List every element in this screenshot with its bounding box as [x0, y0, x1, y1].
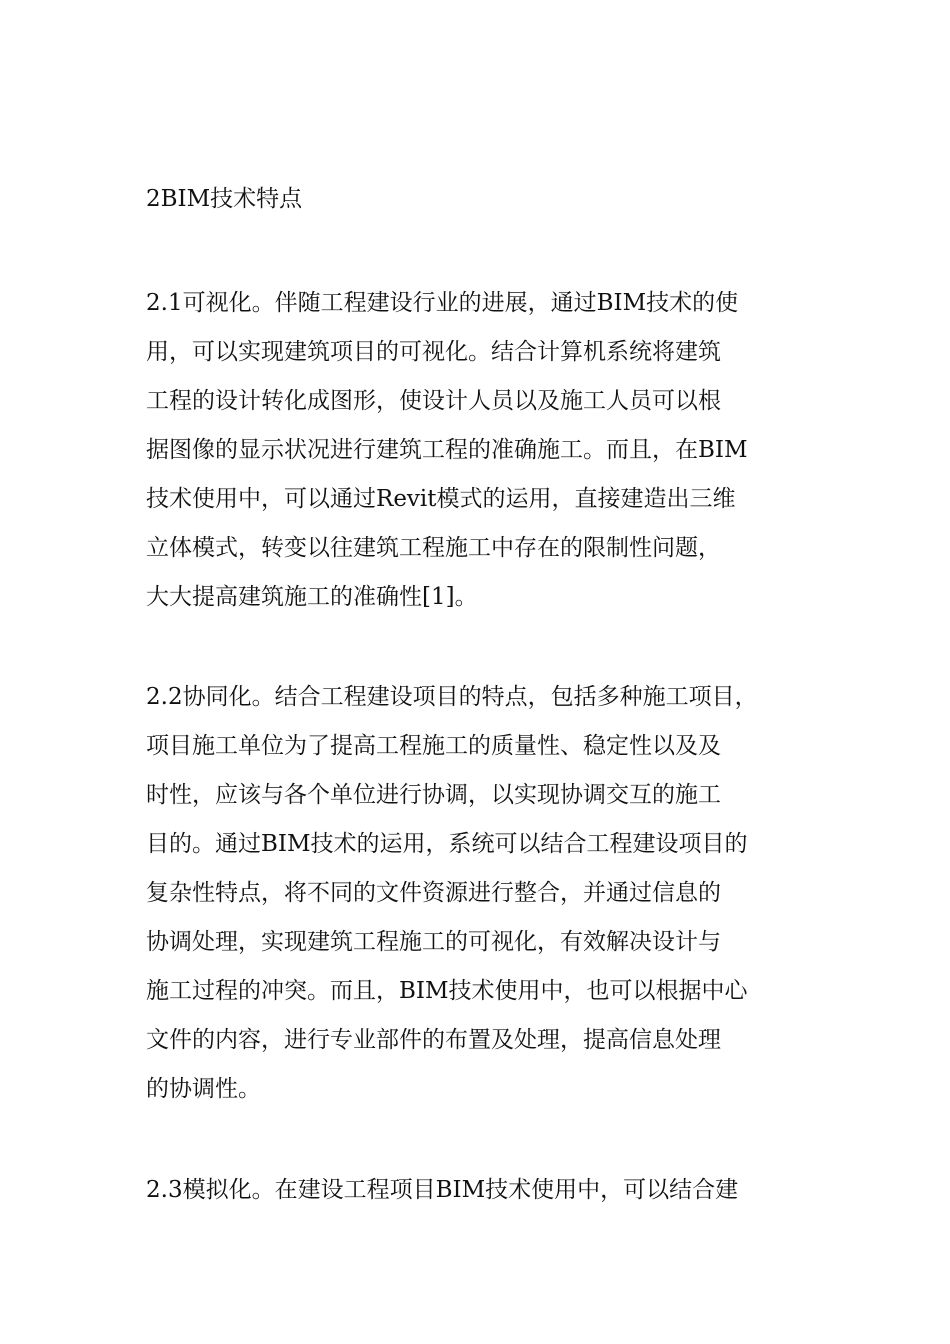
paragraph-line: 2.1可视化。伴随工程建设行业的进展，通过BIM技术的使 — [146, 290, 739, 316]
paragraph-line: 用，可以实现建筑项目的可视化。结合计算机系统将建筑 — [146, 339, 721, 365]
paragraph-line: 时性，应该与各个单位进行协调，以实现协调交互的施工 — [146, 782, 721, 808]
paragraph-line: 大大提高建筑施工的准确性[1]。 — [146, 584, 478, 610]
paragraph-line: 工程的设计转化成图形，使设计人员以及施工人员可以根 — [146, 388, 721, 414]
paragraph-line: 技术使用中，可以通过Revit模式的运用，直接建造出三维 — [146, 486, 736, 512]
paragraph-line: 据图像的显示状况进行建筑工程的准确施工。而且，在BIM — [146, 437, 748, 463]
paragraph-line: 目的。通过BIM技术的运用，系统可以结合工程建设项目的 — [146, 831, 748, 857]
paragraph-visualization — [146, 279, 846, 622]
paragraph-line: 协调处理，实现建筑工程施工的可视化，有效解决设计与 — [146, 929, 721, 955]
paragraph-line: 复杂性特点，将不同的文件资源进行整合，并通过信息的 — [146, 880, 721, 906]
paragraph-simulation — [146, 1166, 846, 1215]
paragraph-line: 施工过程的冲突。而且，BIM技术使用中，也可以根据中心 — [146, 978, 748, 1004]
paragraph-line: 项目施工单位为了提高工程施工的质量性、稳定性以及及 — [146, 733, 721, 759]
paragraph-line: 的协调性。 — [146, 1076, 261, 1102]
paragraph-line: 立体模式，转变以往建筑工程施工中存在的限制性问题， — [146, 535, 721, 561]
paragraph-line: 文件的内容，进行专业部件的布置及处理，提高信息处理 — [146, 1027, 721, 1053]
section-heading: 2BIM技术特点 — [146, 186, 303, 212]
paragraph-line: 2.3模拟化。在建设工程项目BIM技术使用中，可以结合建 — [146, 1177, 739, 1203]
paragraph-collaboration — [146, 673, 846, 1114]
paragraph-line: 2.2协同化。结合工程建设项目的特点，包括多种施工项目， — [146, 684, 758, 710]
